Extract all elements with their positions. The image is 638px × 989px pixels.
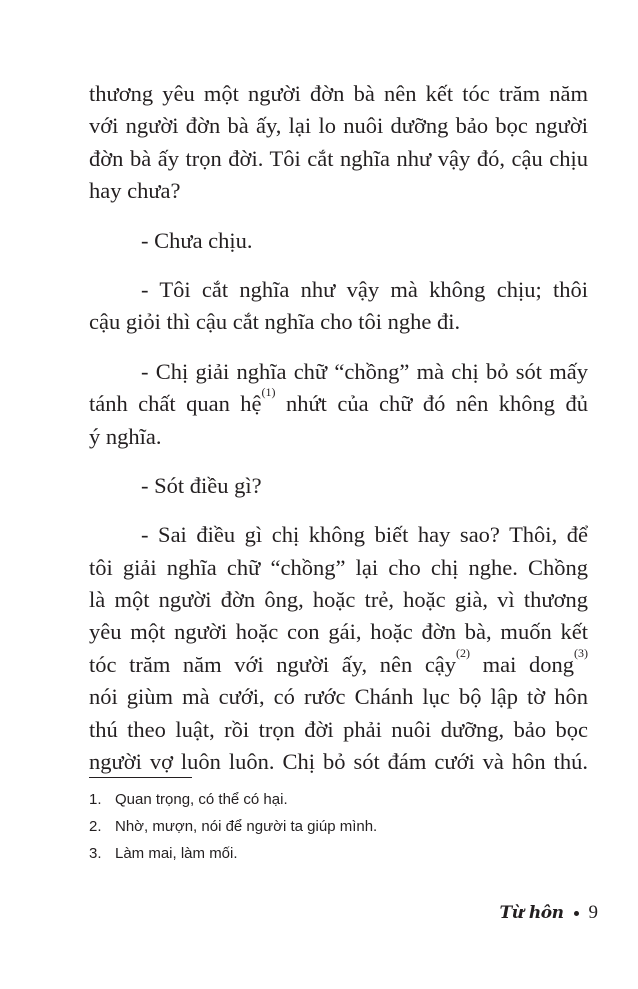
text-line: tôi giải nghĩa chữ “chồng” lại cho chị nghe. Chồng — [89, 554, 588, 580]
footnote-item: 3. Làm mai, làm mối. — [89, 845, 238, 862]
footnote-item: 2. Nhờ, mượn, nói để người ta giúp mình. — [89, 818, 378, 835]
text-line: thú theo luật, rồi trọn đời phải nuôi dưỡng, bảo bọc — [89, 716, 588, 742]
text-line: tóc trăm năm với người ấy, nên cậy$^{(2)}$ mai dong$^{(3)}$ — [89, 645, 588, 677]
text-line: - Tôi cắt nghĩa như vậy mà không chịu; thôi — [141, 276, 588, 302]
text-line: là một người đờn ông, hoặc trẻ, hoặc già, vì thương — [89, 587, 588, 613]
text-line: nói giùm mà cưới, có rước Chánh lục bộ lập tờ hôn — [89, 684, 588, 710]
footnote-item: 1. Quan trọng, có thể có hại. — [89, 791, 288, 808]
text-line: hay chưa? — [89, 178, 181, 204]
paragraph — [89, 470, 588, 502]
text-line: - Chị giải nghĩa chữ “chồng” mà chị bỏ sót mấy — [141, 358, 588, 384]
page-number: 9 — [588, 902, 598, 923]
footnote-ref-3: (3) — [574, 645, 588, 660]
footnote-ref-2: (2) — [456, 645, 471, 660]
footnotes — [89, 786, 569, 867]
paragraph — [89, 356, 588, 453]
text-line: với người đờn bà ấy, lại lo nuôi dưỡng bảo bọc người — [89, 113, 588, 139]
paragraph — [89, 519, 588, 778]
body-text — [89, 78, 588, 778]
text-line: cậu giỏi thì cậu cắt nghĩa cho tôi nghe đi. — [89, 309, 461, 335]
paragraph — [89, 274, 588, 339]
text-line: đờn bà ấy trọn đời. Tôi cắt nghĩa như vậy đó, cậu chịu — [89, 145, 588, 171]
paragraph — [89, 78, 588, 208]
text-line: người vợ luôn luôn. Chị bỏ sót đám cưới và hôn thú. — [89, 749, 588, 775]
text-line: - Sót điều gì? — [141, 472, 262, 498]
text-line: thương yêu một người đờn bà nên kết tóc trăm năm — [89, 81, 588, 106]
paragraph — [89, 225, 588, 257]
running-title: Từ hôn — [499, 903, 564, 923]
text-line: - Sai điều gì chị không biết hay sao? Thôi, để — [141, 522, 588, 548]
bullet-separator — [574, 911, 579, 916]
footnote-divider — [89, 777, 192, 778]
page-footer — [500, 898, 599, 928]
text-line: ý nghĩa. — [89, 423, 162, 449]
footnote-ref-1: (1) — [261, 385, 276, 400]
text-line: yêu một người hoặc con gái, hoặc đờn bà, muốn kết — [89, 619, 588, 645]
text-line: tánh chất quan hệ$^{(1)}$ nhứt của chữ đó nên không đủ — [89, 385, 588, 417]
text-line: - Chưa chịu. — [141, 227, 253, 253]
